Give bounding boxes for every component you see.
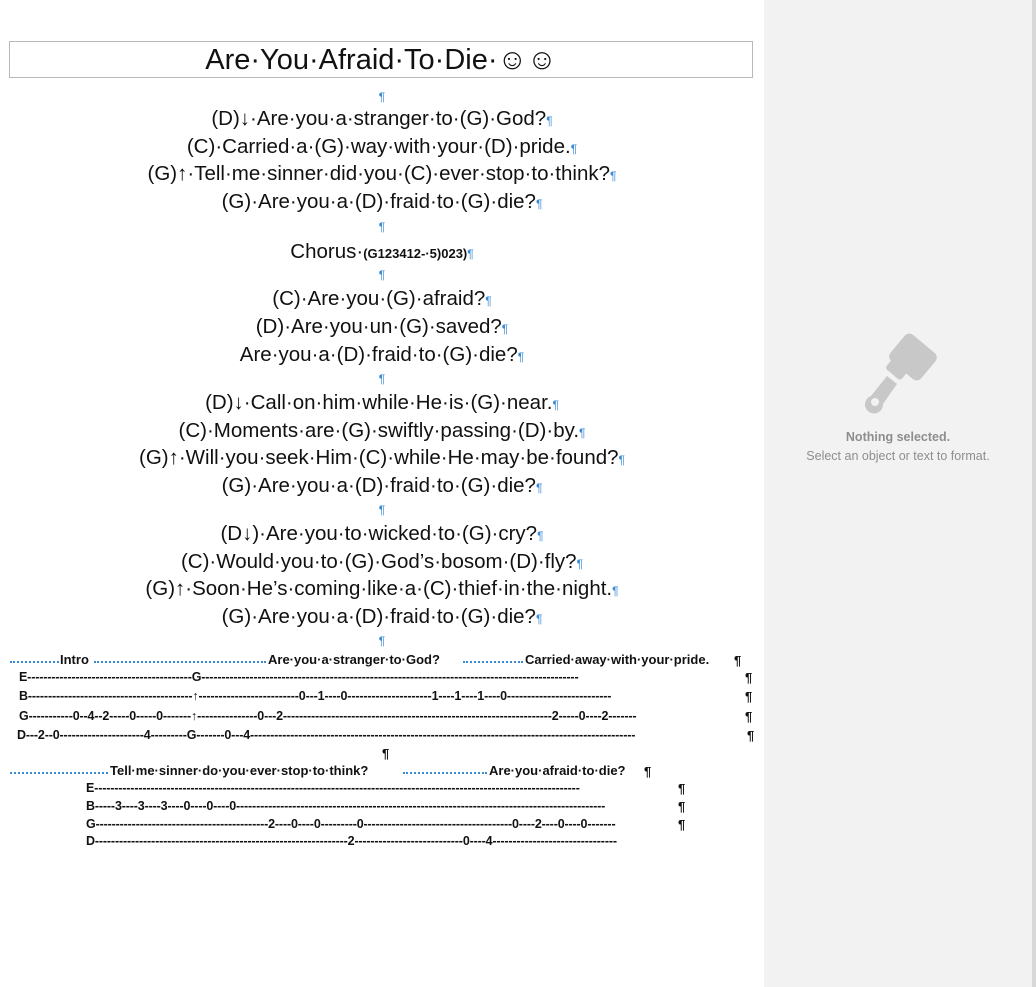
lyric-line[interactable]: [0, 162, 764, 186]
nothing-selected-label: Nothing selected.: [845, 430, 951, 444]
line-text: Chorus·: [290, 240, 364, 263]
line-text: (C)·Carried·a·(G)·way·with·your·(D)·pride.: [186, 135, 571, 158]
pilcrow-mark: ¶: [378, 220, 386, 234]
pilcrow-mark: ¶: [535, 197, 543, 211]
paintbrush-icon: [857, 332, 943, 416]
lyric-line[interactable]: [0, 135, 764, 159]
empty-paragraph[interactable]: [0, 218, 764, 242]
lyric-line[interactable]: [0, 287, 764, 311]
lyric-line[interactable]: [0, 107, 764, 131]
line-text: (C)·Moments·are·(G)·swiftly·passing·(D)·by.: [178, 419, 580, 442]
lyric-line[interactable]: [0, 474, 764, 498]
pilcrow-mark: ¶: [745, 709, 753, 724]
pilcrow-mark: ¶: [382, 746, 390, 761]
pilcrow-mark: ¶: [570, 142, 578, 156]
lyric-line[interactable]: [0, 190, 764, 214]
pilcrow-mark: ¶: [747, 728, 755, 743]
leader-dots: [463, 661, 523, 663]
lyric-line[interactable]: [0, 315, 764, 339]
tab2-string-b[interactable]: B-----3----3----3----0----0----0--------------------------------------------------------------------------------------------: [86, 799, 606, 813]
line-text: (G)↑·Tell·me·sinner·did·you·(C)·ever·stop·to·think?: [147, 162, 611, 185]
pilcrow-mark: ¶: [644, 764, 652, 779]
pilcrow-mark: ¶: [678, 817, 686, 832]
pilcrow-mark: ¶: [546, 114, 553, 128]
line-text: (C)·Would·you·to·(G)·God’s·bosom·(D)·fly?: [180, 550, 577, 573]
leader-dots: [403, 772, 487, 774]
pilcrow-mark: ¶: [485, 294, 492, 308]
tab1-caption-intro[interactable]: Intro: [60, 652, 89, 667]
pilcrow-mark: ¶: [552, 398, 559, 412]
pilcrow-mark: ¶: [501, 322, 509, 336]
pilcrow-mark: ¶: [579, 426, 586, 440]
leader-dots: [10, 661, 59, 663]
tab2-string-g[interactable]: G-------------------------------------------2----0----0---------0-------------------------------------0----2----0----0-------: [86, 817, 616, 831]
pilcrow-mark: ¶: [467, 247, 474, 261]
pilcrow-mark: ¶: [610, 169, 617, 183]
tab2-caption-think[interactable]: Tell·me·sinner·do·you·ever·stop·to·think?: [110, 763, 369, 778]
pilcrow-mark: ¶: [745, 689, 753, 704]
tab1-string-g[interactable]: G-----------0--4--2-----0-----0-------↑---------------0---2-------------------------------------------------------------------2-----0----2-------: [19, 709, 637, 723]
pilcrow-mark: ¶: [678, 781, 686, 796]
lyric-line[interactable]: [0, 605, 764, 629]
pilcrow-mark: ¶: [618, 453, 625, 467]
pilcrow-mark: ¶: [612, 584, 619, 598]
line-text: (G)↑·Soon·He’s·coming·like·a·(C)·thief·in·the·night.: [145, 577, 613, 600]
pilcrow-mark: ¶: [576, 557, 584, 571]
tab1-caption-pride[interactable]: Carried·away·with·your·pride.: [525, 652, 710, 667]
pilcrow-mark: ¶: [734, 653, 742, 668]
format-inspector-panel: [764, 0, 1032, 987]
pilcrow-mark: ¶: [535, 612, 543, 626]
line-text: Are·you·a·(D)·fraid·to·(G)·die?: [239, 343, 518, 366]
tab1-string-d[interactable]: D---2--0---------------------4---------G-------0---4------------------------------------------------------------------------------------------------: [17, 728, 636, 742]
lyric-line[interactable]: [0, 391, 764, 415]
pilcrow-mark: ¶: [745, 670, 753, 685]
pilcrow-mark: ¶: [378, 372, 386, 386]
tab2-string-d[interactable]: D---------------------------------------------------------------2---------------------------0----4-------------------------------: [86, 834, 617, 848]
pilcrow-mark: ¶: [378, 634, 386, 648]
pilcrow-mark: ¶: [378, 90, 386, 104]
line-text: (G)·Are·you·a·(D)·fraid·to·(G)·die?: [221, 605, 536, 628]
lyric-line[interactable]: [0, 577, 764, 601]
tab1-string-b[interactable]: B-----------------------------------------↑-------------------------0---1----0---------------------1----1----1----0--------------------------: [19, 689, 612, 703]
window-edge: [1032, 0, 1036, 987]
title-text-box[interactable]: [9, 41, 753, 78]
format-hint-text: Select an object or text to format.: [806, 449, 990, 463]
lyric-line[interactable]: [0, 343, 764, 367]
line-text: (C)·Are·you·(G)·afraid?: [272, 287, 486, 310]
tab1-caption-stranger[interactable]: Are·you·a·stranger·to·God?: [268, 652, 440, 667]
line-text: (D↓)·Are·you·to·wicked·to·(G)·cry?: [220, 522, 538, 545]
pilcrow-mark: ¶: [535, 481, 543, 495]
leader-dots: [94, 661, 266, 663]
tab1-string-e[interactable]: E-----------------------------------------G----------------------------------------------------------------------------------------------: [19, 670, 579, 684]
lyric-line[interactable]: [0, 522, 764, 546]
line-text: (G)↑·Will·you·seek·Him·(C)·while·He·may·be·found?: [139, 446, 619, 469]
chorus-heading[interactable]: [0, 240, 764, 264]
line-text: (D)↓·Are·you·a·stranger·to·(G)·God?: [211, 107, 547, 130]
line-text: (G)·Are·you·a·(D)·fraid·to·(G)·die?: [221, 190, 536, 213]
pilcrow-mark: ¶: [378, 268, 386, 282]
line-text: (D)·Are·you·un·(G)·saved?: [255, 315, 502, 338]
lyric-line[interactable]: [0, 550, 764, 574]
lyric-line[interactable]: [0, 446, 764, 470]
pilcrow-mark: ¶: [378, 503, 386, 517]
pilcrow-mark: ¶: [678, 799, 686, 814]
pilcrow-mark: ¶: [517, 350, 525, 364]
document-title[interactable]: Are·You·Afraid·To·Die·☺☺: [205, 44, 557, 76]
leader-dots: [10, 772, 108, 774]
lyric-line[interactable]: [0, 419, 764, 443]
line-text: (G)·Are·you·a·(D)·fraid·to·(G)·die?: [221, 474, 536, 497]
pilcrow-mark: ¶: [537, 529, 544, 543]
tab2-caption-afraid[interactable]: Are·you·afraid·to·die?: [489, 763, 626, 778]
tab2-string-e[interactable]: E-------------------------------------------------------------------------------------------------------------------------: [86, 781, 580, 795]
line-text: (D)↓·Call·on·him·while·He·is·(G)·near.: [205, 391, 553, 414]
chorus-chord-pattern: (G123412-·5)023): [363, 246, 468, 261]
